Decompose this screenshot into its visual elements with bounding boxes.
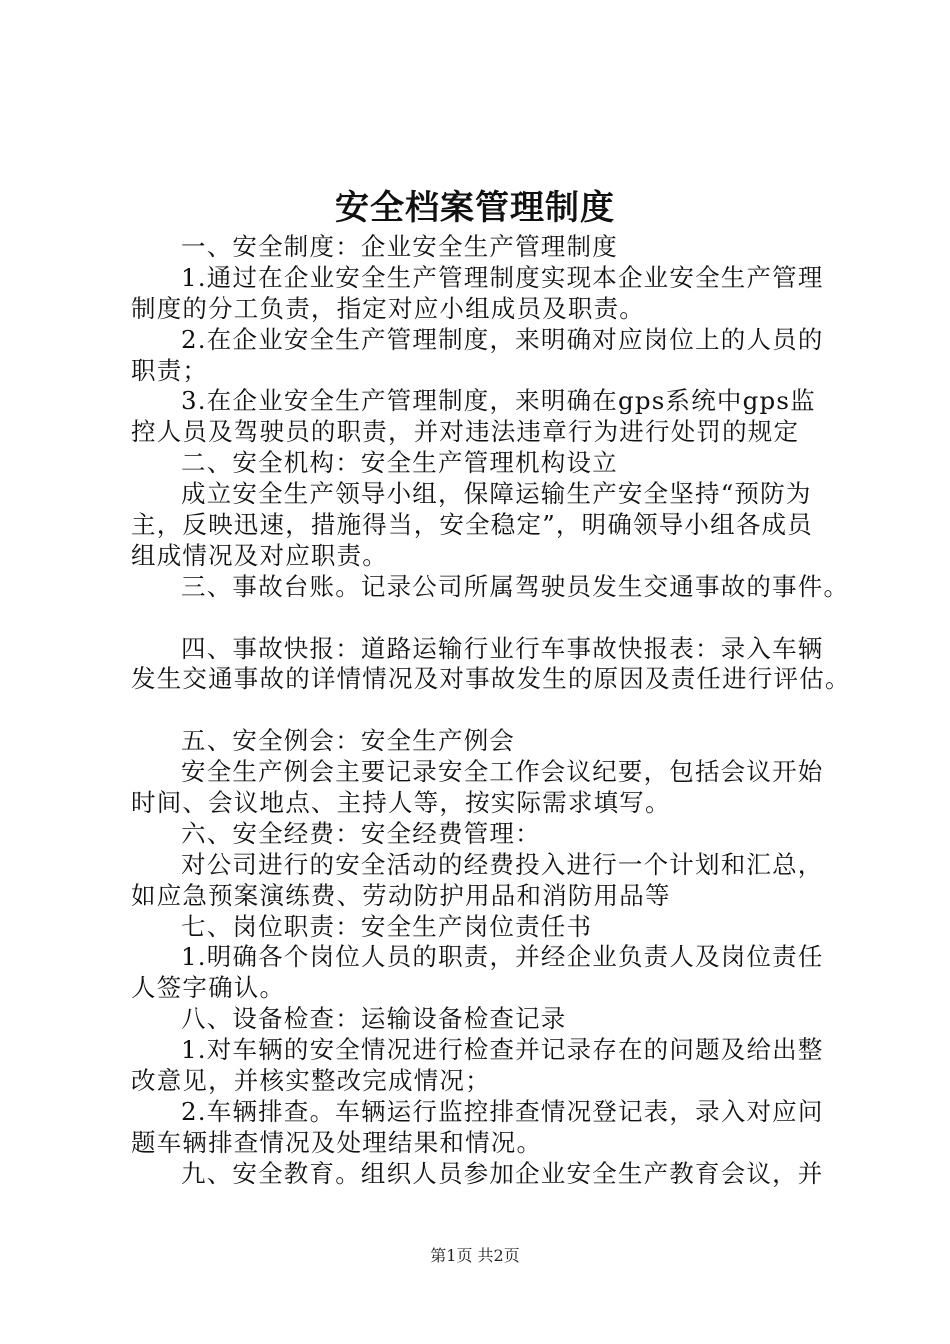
paragraph-line: 题车辆排查情况及处理结果和情况。 [131, 1127, 543, 1157]
section-heading: 三、事故台账。记录公司所属驾驶员发生交通事故的事件。 [181, 571, 850, 601]
paragraph-line: 组成情况及对应职责。 [131, 540, 388, 570]
paragraph-line: 2.车辆排查。车辆运行监控排查情况登记表，录入对应问 [181, 1096, 824, 1126]
section-heading: 九、安全教育。组织人员参加企业安全生产教育会议，并 [181, 1158, 824, 1188]
paragraph-line: 1.明确各个岗位人员的职责，并经企业负责人及岗位责任 [181, 942, 824, 972]
blank-line [131, 603, 831, 634]
paragraph-line: 如应急预案演练费、劳动防护用品和消防用品等 [131, 880, 671, 910]
paragraph-line: 2.在企业安全生产管理制度，来明确对应岗位上的人员的 [181, 324, 824, 354]
section-heading: 二、安全机构：安全生产管理机构设立 [181, 448, 618, 478]
paragraph-line: 控人员及驾驶员的职责，并对违法违章行为进行处罚的规定 [131, 417, 800, 447]
paragraph-line: 改意见，并核实整改完成情况； [131, 1066, 491, 1096]
paragraph-line: 安全生产例会主要记录安全工作会议纪要，包括会议开始 [181, 757, 824, 787]
paragraph-line: 3.在企业安全生产管理制度，来明确在gps系统中gps监 [181, 386, 816, 416]
paragraph-line: 对公司进行的安全活动的经费投入进行一个计划和汇总， [181, 849, 824, 879]
paragraph-line: 主，反映迅速，措施得当，安全稳定”，明确领导小组各成员 [131, 510, 813, 540]
paragraph-line: 时间、会议地点、主持人等，按实际需求填写。 [131, 788, 671, 818]
section-heading: 六、安全经费：安全经费管理： [181, 818, 541, 848]
blank-line [131, 695, 831, 726]
page-number-footer: 第1页 共2页 [430, 1246, 520, 1265]
document-body [131, 232, 851, 1190]
section-heading: 八、设备检查：运输设备检查记录 [181, 1004, 567, 1034]
paragraph-line: 1.对车辆的安全情况进行检查并记录存在的问题及给出整 [181, 1035, 824, 1065]
paragraph-line: 1.通过在企业安全生产管理制度实现本企业安全生产管理 [181, 262, 824, 292]
section-heading: 四、事故快报：道路运输行业行车事故快报表：录入车辆 [181, 633, 824, 663]
section-heading: 一、安全制度：企业安全生产管理制度 [181, 232, 618, 261]
section-heading: 五、安全例会：安全生产例会 [181, 726, 516, 756]
paragraph-line: 成立安全生产领导小组，保障运输生产安全坚持“预防为 [181, 479, 812, 509]
paragraph-line: 职责； [131, 355, 209, 385]
section-heading: 七、岗位职责：安全生产岗位责任书 [181, 911, 593, 941]
paragraph-line: 发生交通事故的详情情况及对事故发生的原因及责任进行评估。 [131, 664, 851, 694]
page-title: 安全档案管理制度 [335, 188, 615, 228]
paragraph-line: 制度的分工负责，指定对应小组成员及职责。 [131, 293, 645, 323]
paragraph-line: 人签字确认。 [131, 973, 286, 1003]
